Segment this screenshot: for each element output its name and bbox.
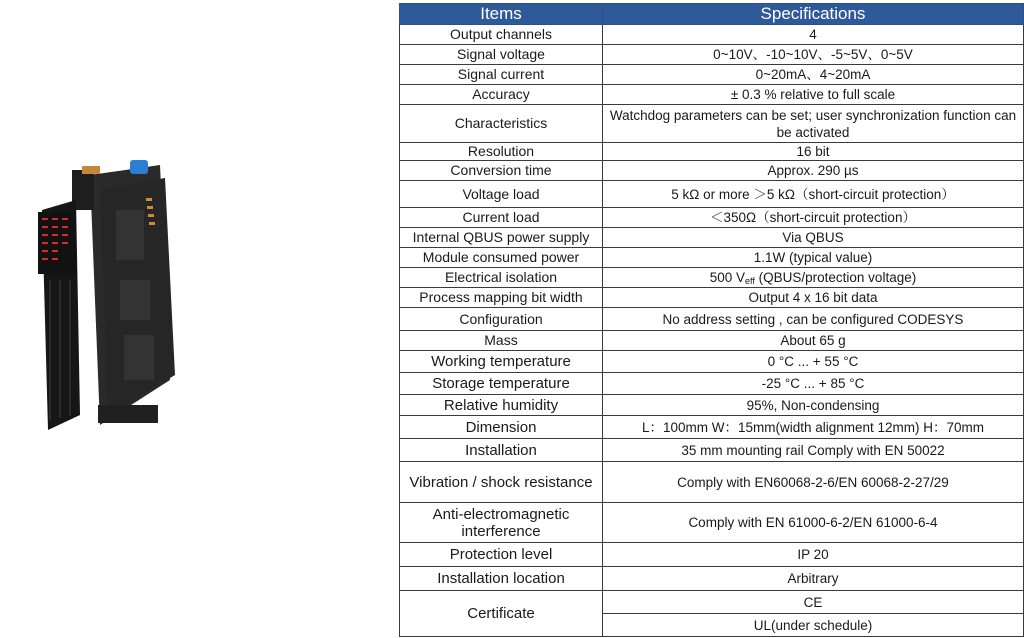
- table-row: [400, 543, 1024, 567]
- table-row: [400, 567, 1024, 591]
- row-label: Signal current: [400, 65, 603, 85]
- header-specifications: Specifications: [603, 4, 1024, 25]
- table-row: [400, 308, 1024, 331]
- row-value: L：100mm W：15mm(width alignment 12mm) H：70mm: [603, 416, 1024, 439]
- table-row: [400, 143, 1024, 161]
- table-row: [400, 65, 1024, 85]
- row-value: 0~20mA、4~20mA: [603, 65, 1024, 85]
- table-row: [400, 462, 1024, 503]
- table-row: [400, 208, 1024, 228]
- row-value: 4: [603, 25, 1024, 45]
- row-value: 95%, Non-condensing: [603, 395, 1024, 416]
- row-value: 0 °C ... + 55 °C: [603, 351, 1024, 373]
- isolation-subscript: eff: [745, 276, 755, 286]
- table-header-row: [400, 4, 1024, 25]
- row-value-2: UL(under schedule): [603, 614, 1024, 637]
- row-label: Characteristics: [400, 105, 603, 143]
- row-label: Relative humidity: [400, 395, 603, 416]
- row-label: Internal QBUS power supply: [400, 228, 603, 248]
- table-row: [400, 351, 1024, 373]
- row-value: IP 20: [603, 543, 1024, 567]
- table-row: [400, 85, 1024, 105]
- row-value: Watchdog parameters can be set; user synchronization function can be activated: [603, 105, 1024, 143]
- row-label: Output channels: [400, 25, 603, 45]
- row-label: Certificate: [400, 591, 603, 637]
- row-label: Installation location: [400, 567, 603, 591]
- table-row: [400, 161, 1024, 181]
- table-row: [400, 439, 1024, 462]
- row-label: Mass: [400, 331, 603, 351]
- row-value: 5 kΩ or more ＞5 kΩ（short-circuit protection）: [603, 181, 1024, 208]
- row-value: About 65 g: [603, 331, 1024, 351]
- row-value: 35 mm mounting rail Comply with EN 50022: [603, 439, 1024, 462]
- row-value: Via QBUS: [603, 228, 1024, 248]
- table-row: [400, 288, 1024, 308]
- row-value: Comply with EN60068-2-6/EN 60068-2-27/29: [603, 462, 1024, 503]
- table-row: [400, 45, 1024, 65]
- isolation-voltage: 500 V: [709, 270, 746, 285]
- row-value: Output 4 x 16 bit data: [603, 288, 1024, 308]
- row-label: Vibration / shock resistance: [400, 462, 603, 503]
- isolation-note: (QBUS/protection voltage): [754, 270, 917, 285]
- table-row: [400, 181, 1024, 208]
- specifications-table: [399, 3, 1024, 637]
- row-label: Electrical isolation: [400, 268, 603, 288]
- row-label: Anti-electromagnetic interference: [400, 503, 603, 543]
- row-label: Configuration: [400, 308, 603, 331]
- table-row: [400, 503, 1024, 543]
- table-row: [400, 373, 1024, 395]
- table-row: [400, 248, 1024, 268]
- table-row: [400, 331, 1024, 351]
- table-row: [400, 228, 1024, 248]
- row-value: ± 0.3 % relative to full scale: [603, 85, 1024, 105]
- row-label: Accuracy: [400, 85, 603, 105]
- row-label: Conversion time: [400, 161, 603, 181]
- row-value: 1.1W (typical value): [603, 248, 1024, 268]
- row-value: ＜350Ω（short-circuit protection）: [603, 208, 1024, 228]
- row-value: 16 bit: [603, 143, 1024, 161]
- row-label: Current load: [400, 208, 603, 228]
- row-value: No address setting , can be configured CODESYS: [603, 308, 1024, 331]
- row-value: Comply with EN 61000-6-2/EN 61000-6-4: [603, 503, 1024, 543]
- table-row: [400, 591, 1024, 614]
- table-row: [400, 105, 1024, 143]
- row-label: Storage temperature: [400, 373, 603, 395]
- row-value: Arbitrary: [603, 567, 1024, 591]
- product-image: [20, 150, 220, 450]
- table-row: [400, 395, 1024, 416]
- row-label: Dimension: [400, 416, 603, 439]
- row-label: Installation: [400, 439, 603, 462]
- row-label: Protection level: [400, 543, 603, 567]
- table-row: [400, 416, 1024, 439]
- row-value: -25 °C ... + 85 °C: [603, 373, 1024, 395]
- row-value: CE: [603, 591, 1024, 614]
- row-label: Voltage load: [400, 181, 603, 208]
- row-label: Module consumed power: [400, 248, 603, 268]
- row-label: Working temperature: [400, 351, 603, 373]
- table-row: [400, 25, 1024, 45]
- row-label: Process mapping bit width: [400, 288, 603, 308]
- blue-connector: [130, 160, 148, 174]
- row-value: 0~10V、-10~10V、-5~5V、0~5V: [603, 45, 1024, 65]
- row-value: Approx. 290 µs: [603, 161, 1024, 181]
- table-row: [400, 268, 1024, 288]
- header-items: Items: [400, 4, 603, 25]
- row-value: [603, 268, 1024, 288]
- io-module-illustration: [20, 150, 220, 450]
- row-label: Resolution: [400, 143, 603, 161]
- row-label: Signal voltage: [400, 45, 603, 65]
